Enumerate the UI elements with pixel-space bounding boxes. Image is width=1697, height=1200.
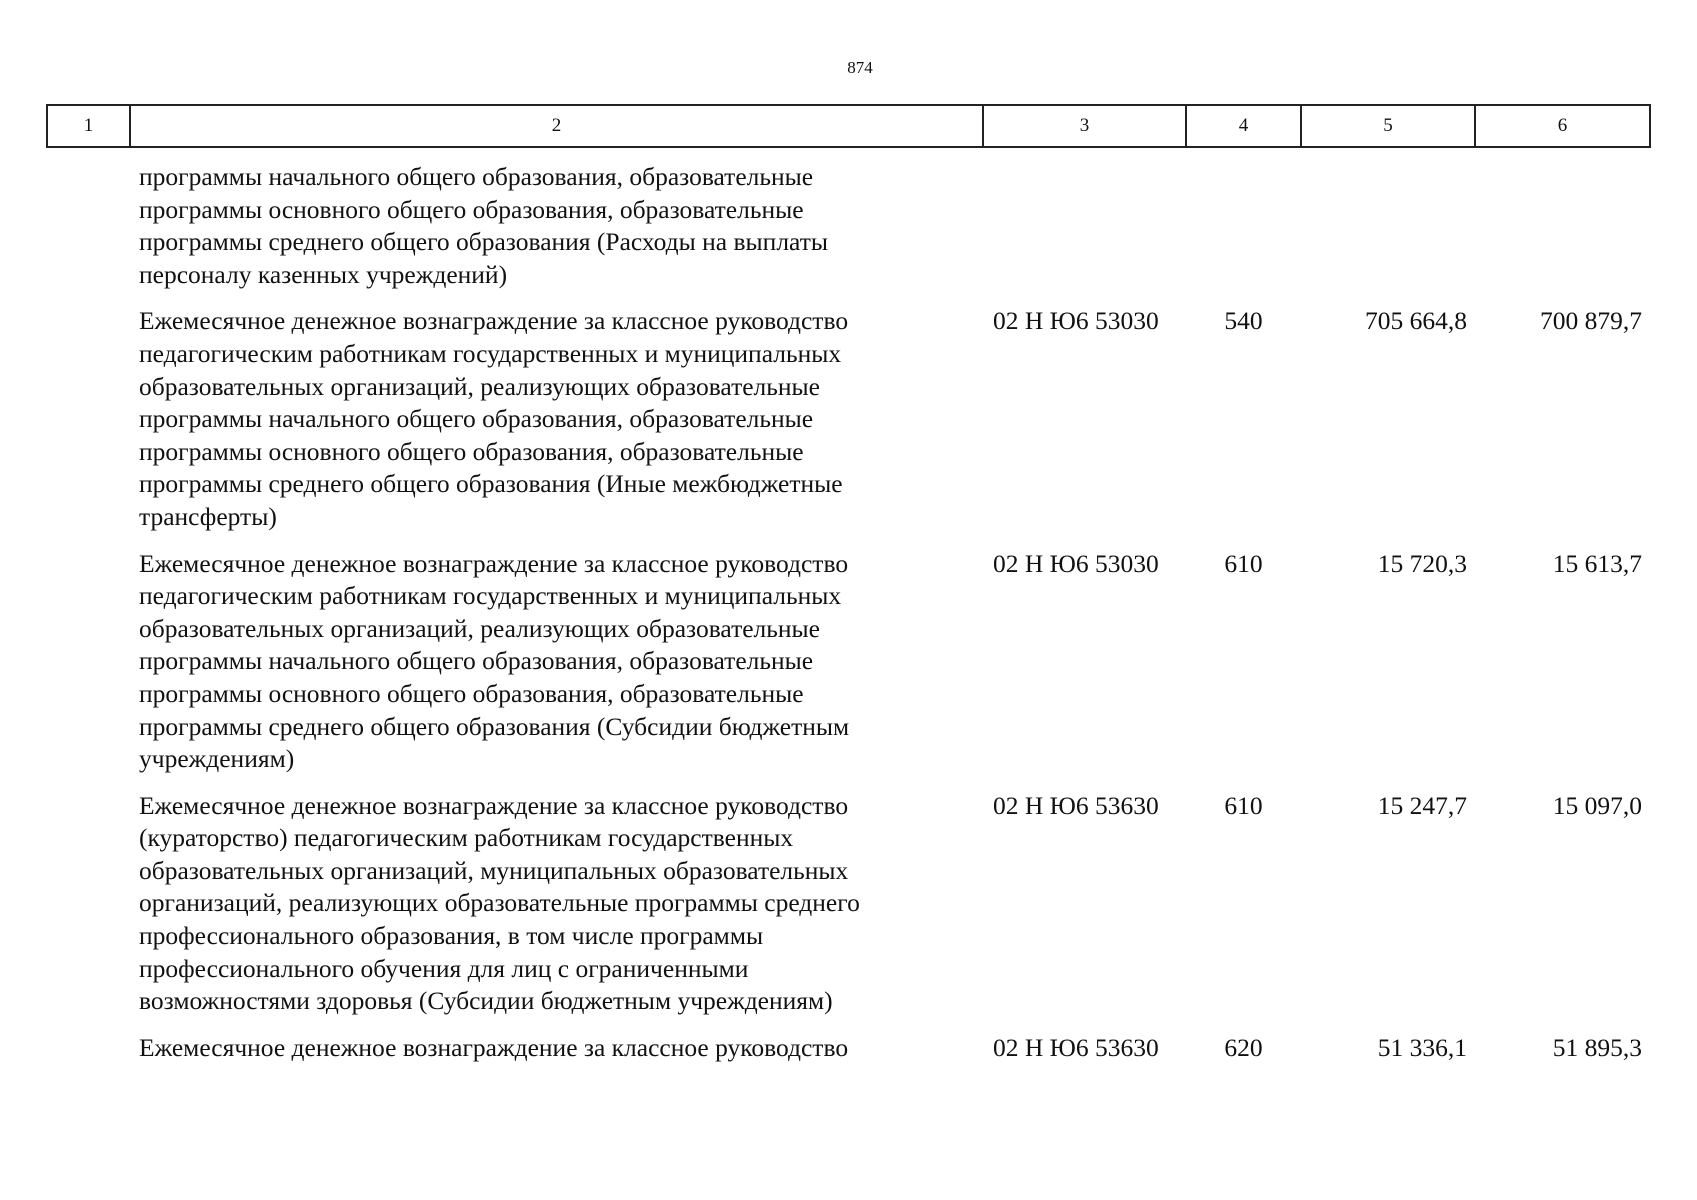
column-header-6: 6 [1475, 105, 1650, 147]
amount-1-cell: 51 336,1 [1377, 1032, 1467, 1062]
amount-1-cell: 705 664,8 [1365, 306, 1467, 336]
column-header-1: 1 [47, 105, 130, 147]
column-header-3: 3 [983, 105, 1186, 147]
column-header-4: 4 [1186, 105, 1301, 147]
page-number: 874 [847, 58, 873, 77]
amount-1-cell [1301, 147, 1475, 305]
amount-1-cell: 15 247,7 [1377, 790, 1467, 820]
table-body [47, 147, 1650, 1078]
table-row [47, 305, 1650, 547]
column-header-5: 5 [1301, 105, 1475, 147]
amount-2-cell: 15 097,0 [1552, 790, 1642, 820]
expense-type-cell: 610 [1224, 790, 1263, 820]
target-code-cell: 02 Н Ю6 53630 [993, 790, 1159, 820]
table-row [47, 1032, 1650, 1079]
amount-2-cell: 700 879,7 [1540, 306, 1642, 336]
budget-table [46, 104, 1651, 1078]
column-header-2: 2 [130, 105, 983, 147]
table-header [47, 105, 1650, 147]
expense-type-cell [1186, 147, 1301, 305]
row-number-cell [47, 305, 130, 547]
expense-type-cell: 620 [1224, 1032, 1263, 1062]
description-cell: Ежемесячное денежное вознаграждение за классное руководство педагогическим работникам государственных и муниципальных образовательных организаций, реализующих образовательные программы начального общего образования, образовательные программы основного общего образования, образовательные программы среднего общего образования (Иные межбюджетные трансферты) [139, 306, 849, 531]
description-cell: программы начального общего образования, образовательные программы основного общего образования, образовательные программы среднего общего образования (Расходы на выплаты персоналу казенных учреждений) [139, 162, 828, 289]
table-row [47, 790, 1650, 1032]
description-cell: Ежемесячное денежное вознаграждение за классное руководство педагогическим работникам государственных и муниципальных образовательных организаций, реализующих образовательные программы начального общего образования, образовательные программы основного общего образования, образовательные программы среднего общего образования (Субсидии бюджетным учреждениям) [139, 548, 850, 774]
row-number-cell [47, 147, 130, 305]
target-code-cell: 02 Н Ю6 53630 [993, 1032, 1159, 1062]
description-cell: Ежемесячное денежное вознаграждение за классное руководство (кураторство) педагогическим работникам государственных образовательных организаций, муниципальных образовательных организаций, реализующих образовательные программы среднего профессионального образования, в том числе программы профессионального обучения для лиц с ограниченными возможностями здоровья (Субсидии бюджетным учреждениям) [139, 790, 860, 1016]
amount-1-cell: 15 720,3 [1377, 548, 1467, 578]
amount-2-cell: 15 613,7 [1552, 548, 1642, 578]
row-number-cell [47, 790, 130, 1032]
table-row [47, 147, 1650, 305]
header-row [47, 105, 1650, 147]
table-row [47, 548, 1650, 790]
amount-2-cell [1475, 147, 1650, 305]
row-number-cell [47, 1032, 130, 1079]
expense-type-cell: 610 [1224, 548, 1263, 578]
target-code-cell: 02 Н Ю6 53030 [993, 306, 1159, 336]
description-cell: Ежемесячное денежное вознаграждение за классное руководство [139, 1032, 849, 1062]
expense-type-cell: 540 [1224, 306, 1263, 336]
row-number-cell [47, 548, 130, 790]
target-code-cell [983, 147, 1186, 305]
amount-2-cell: 51 895,3 [1552, 1032, 1642, 1062]
target-code-cell: 02 Н Ю6 53030 [993, 548, 1159, 578]
